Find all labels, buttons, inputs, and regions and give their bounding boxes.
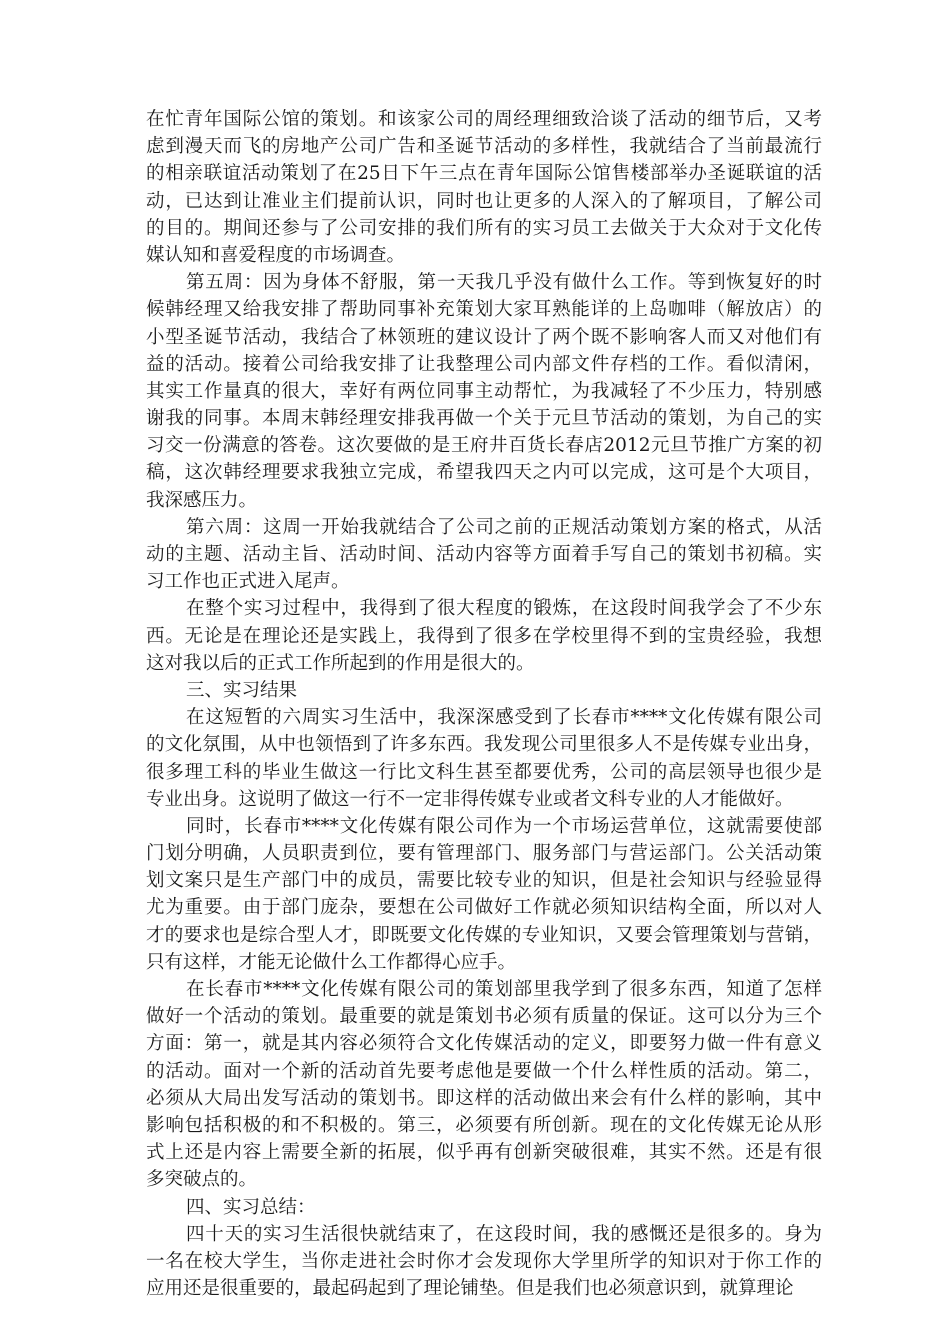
paragraph <box>146 514 822 596</box>
paragraph <box>146 677 822 704</box>
paragraph <box>146 1221 822 1303</box>
text-line: 动，已达到让准业主们提前认识，同时也让更多的人深入的了解项目，了解公司 <box>146 190 822 212</box>
text-line: 谢我的同事。本周末韩经理安排我再做一个关于元旦节活动的策划，为自己的实 <box>146 408 822 430</box>
text-line: 稿，这次韩经理要求我独立完成，希望我四天之内可以完成，这可是个大项目， <box>146 462 822 484</box>
text-line: 尤为重要。由于部门庞杂，要想在公司做好工作就必须知识结构全面，所以对人 <box>146 897 822 919</box>
text-line: 四十天的实习生活很快就结束了，在这段时间，我的感慨还是很多的。身为 <box>186 1223 822 1245</box>
text-line: 专业出身。这说明了做这一行不一定非得传媒专业或者文科专业的人才能做好。 <box>146 788 794 810</box>
text-line: 虑到漫天而飞的房地产公司广告和圣诞节活动的多样性，我就结合了当前最流行 <box>146 136 822 158</box>
paragraph <box>146 704 822 813</box>
text-line: 第五周：因为身体不舒服，第一天我几乎没有做什么工作。等到恢复好的时 <box>186 272 822 294</box>
text-line: 在长春市****文化传媒有限公司的策划部里我学到了很多东西，知道了怎样 <box>186 979 822 1000</box>
text-line: 在忙青年国际公馆的策划。和该家公司的周经理细致洽谈了活动的细节后，又考 <box>146 109 822 130</box>
text-line: 式上还是内容上需要全新的拓展，似乎再有创新突破很难，其实不然。还是有很 <box>146 1142 822 1164</box>
paragraph <box>146 106 822 269</box>
text-line: 小型圣诞节活动，我结合了林领班的建议设计了两个既不影响客人而又对他们有 <box>146 326 822 348</box>
text-line: 益的活动。接着公司给我安排了让我整理公司内部文件存档的工作。看似清闲， <box>146 353 822 375</box>
text-line: 划文案只是生产部门中的成员，需要比较专业的知识，但是社会知识与经验显得 <box>146 870 822 892</box>
text-line: 习工作也正式进入尾声。 <box>146 571 350 593</box>
text-line: 媒认知和喜爱程度的市场调查。 <box>146 244 406 266</box>
text-line: 的相亲联谊活动策划了在25日下午三点在青年国际公馆售楼部举办圣诞联谊的活 <box>146 163 822 185</box>
text-line: 多突破点的。 <box>146 1169 258 1191</box>
paragraph <box>146 595 822 677</box>
text-line: 第六周：这周一开始我就结合了公司之前的正规活动策划方案的格式，从活 <box>186 516 822 538</box>
text-line: 动的主题、活动主旨、活动时间、活动内容等方面着手写自己的策划书初稿。实 <box>146 544 822 565</box>
paragraph <box>146 813 822 976</box>
text-line: 一名在校大学生，当你走进社会时你才会发现你大学里所学的知识对于你工作的 <box>146 1250 822 1272</box>
text-line: 西。无论是在理论还是实践上，我得到了很多在学校里得不到的宝贵经验，我想 <box>146 625 822 647</box>
text-line: 的活动。面对一个新的活动首先要考虑他是要做一个什么样性质的活动。第二， <box>146 1060 822 1082</box>
text-line: 四、实习总结： <box>186 1196 316 1218</box>
text-line: 应用还是很重要的，最起码起到了理论铺垫。但是我们也必须意识到，就算理论 <box>146 1278 794 1300</box>
text-line: 三、实习结果 <box>186 679 298 701</box>
text-line: 候韩经理又给我安排了帮助同事补充策划大家耳熟能详的上岛咖啡（解放店）的 <box>146 299 822 321</box>
text-line: 的目的。期间还参与了公司安排的我们所有的实习员工去做关于大众对于文化传 <box>146 217 822 239</box>
text-line: 必须从大局出发写活动的策划书。即这样的活动做出来会有什么样的影响，其中 <box>146 1087 822 1109</box>
document-page <box>146 106 822 1302</box>
text-line: 同时，长春市****文化传媒有限公司作为一个市场运营单位，这就需要使部 <box>186 815 822 837</box>
text-line: 做好一个活动的策划。最重要的就是策划书必须有质量的保证。这可以分为三个 <box>146 1006 822 1028</box>
text-line: 在整个实习过程中，我得到了很大程度的锻炼，在这段时间我学会了不少东 <box>186 598 822 620</box>
text-line: 其实工作量真的很大，幸好有两位同事主动帮忙，为我减轻了不少压力，特别感 <box>146 380 822 402</box>
text-line: 在这短暂的六周实习生活中，我深深感受到了长春市****文化传媒有限公司 <box>186 707 822 729</box>
text-line: 习交一份满意的答卷。这次要做的是王府井百货长春店2012元旦节推广方案的初 <box>146 435 822 457</box>
text-line: 很多理工科的毕业生做这一行比文科生甚至都要优秀，公司的高层领导也很少是 <box>146 761 822 783</box>
paragraph <box>146 269 822 514</box>
text-line: 才的要求也是综合型人才，即既要文化传媒的专业知识，又要会管理策划与营销， <box>146 924 822 946</box>
text-line: 这对我以后的正式工作所起到的作用是很大的。 <box>146 652 535 674</box>
text-line: 只有这样，才能无论做什么工作都得心应手。 <box>146 951 517 973</box>
text-line: 方面：第一，就是其内容必须符合文化传媒活动的定义，即要努力做一件有意义 <box>146 1033 822 1055</box>
text-line: 门划分明确，人员职责到位，要有管理部门、服务部门与营运部门。公关活动策 <box>146 843 822 865</box>
text-line: 我深感压力。 <box>146 489 258 511</box>
text-line: 影响包括积极的和不积极的。第三，必须要有所创新。现在的文化传媒无论从形 <box>146 1114 822 1136</box>
paragraph <box>146 976 822 1194</box>
text-line: 的文化氛围，从中也领悟到了许多东西。我发现公司里很多人不是传媒专业出身， <box>146 734 822 756</box>
paragraph <box>146 1194 822 1221</box>
